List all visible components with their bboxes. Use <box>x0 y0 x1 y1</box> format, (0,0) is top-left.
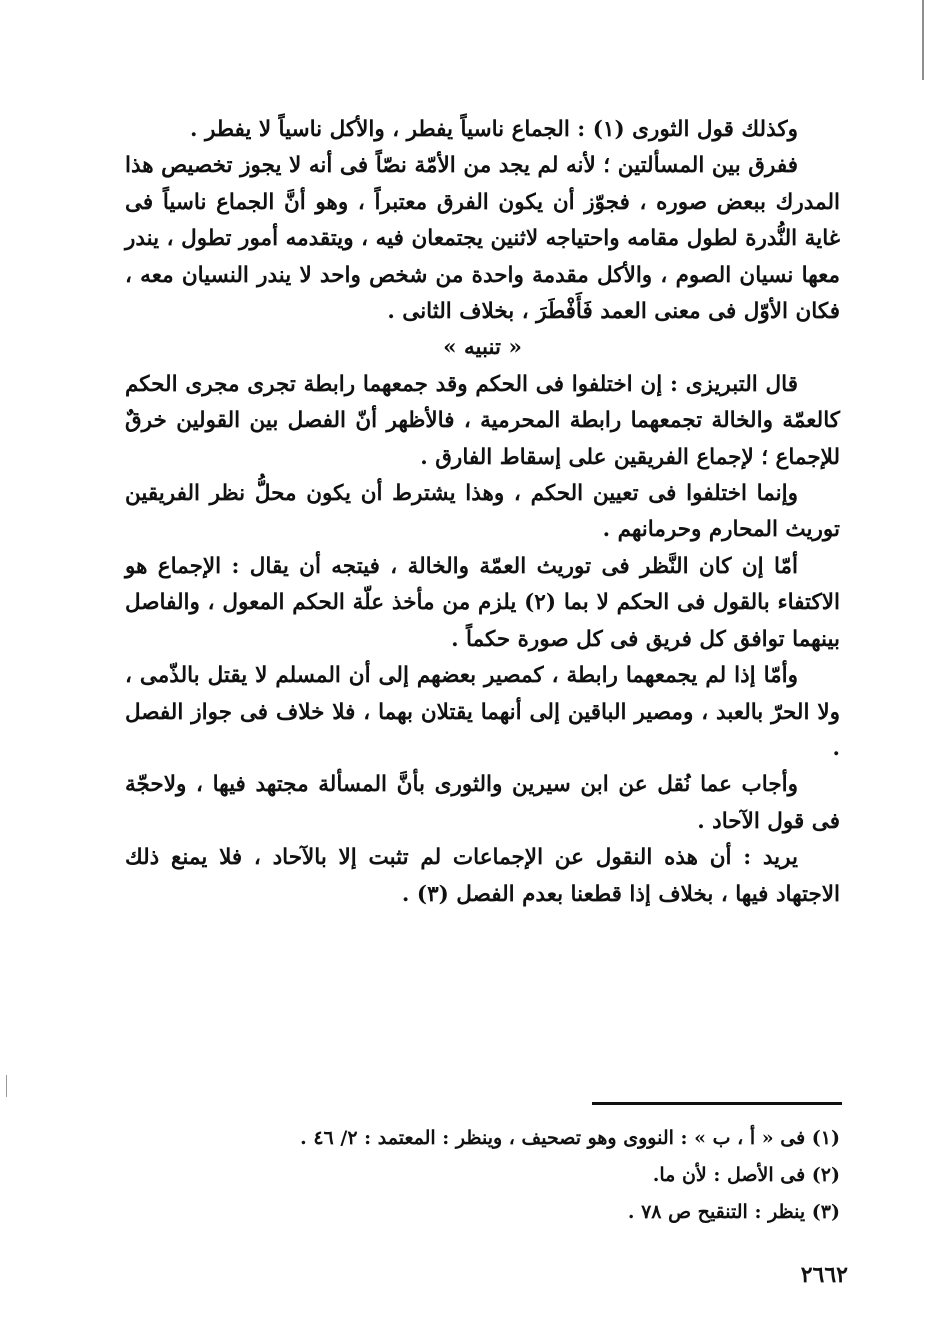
footnote-2: (٢) فى الأصل : لأن ما. <box>652 1164 840 1186</box>
paragraph-2: ففرق بين المسألتين ؛ لأنه لم يجد من الأمّة نصّاً فى أنه لا يجوز تخصيص هذا المدرك ببعض صوره ، فجوّز أن يكون الفرق معتبراً ، وهو أنَّ الجماع ناسياً فى غاية النُّدرة لطول مقامه واحتياجه لاثنين يجتمعان فيه ، ويتقدمه أمور تطول ، يندر معها نسيان الصوم ، والأكل مقدمة واحدة من شخص واحد لا يندر النسيان معه ، فكان الأوّل فى معنى العمد فَأَفْطَرَ ، بخلاف الثانى . <box>125 153 840 325</box>
paragraph-8: يريد : أن هذه النقول عن الإجماعات لم تثبت إلا بالآحاد ، فلا يمنع ذلك الاجتهاد فيها ، بخلاف إذا قطعنا بعدم الفصل (٣) . <box>125 845 840 907</box>
footnote-1: (١) فى « أ ، ب » : النووى وهو تصحيف ، وينظر : المعتمد : ٢/ ٤٦ . <box>300 1127 840 1149</box>
paragraph-6: وأمّا إذا لم يجمعهما رابطة ، كمصير بعضهم إلى أن المسلم لا يقتل بالذّمى ، ولا الحرّ بالعبد ، ومصير الباقين إلى أنهما يقتلان بهما ، فلا خلاف فى جواز الفصل . <box>125 663 840 761</box>
paragraph-5: أمّا إن كان النَّظر فى توريث العمّة والخالة ، فيتجه أن يقال : الإجماع هو الاكتفاء بالقول فى الحكم لا بما (٢) يلزم من مأخذ علّة الحكم المعول ، والفاصل بينهما توافق كل فريق فى كل صورة حكماً . <box>125 553 840 652</box>
footnote-3: (٣) ينظر : التنقيح ص ٧٨ . <box>627 1201 840 1223</box>
scan-edge-line <box>922 0 924 80</box>
paragraph-4: وإنما اختلفوا فى تعيين الحكم ، وهذا يشترط أن يكون محلُّ نظر الفريقين توريث المحارم وحرمانهم . <box>125 481 840 543</box>
paragraph-1: وكذلك قول الثورى (١) : الجماع ناسياً يفطر ، والأكل ناسياً لا يفطر . <box>190 117 798 142</box>
footnotes <box>150 1120 840 1231</box>
footnote-separator <box>592 1102 842 1105</box>
scan-mark <box>6 1075 7 1097</box>
paragraph-7: وأجاب عما نُقل عن ابن سيرين والثورى بأنَّ المسألة مجتهد فيها ، ولاحجّة فى قول الآحاد . <box>125 772 840 834</box>
main-text <box>125 112 840 913</box>
page-number: ٢٦٦٢ <box>800 1262 848 1288</box>
paragraph-3: قال التبريزى : إن اختلفوا فى الحكم وقد جمعهما رابطة تجرى مجرى الحكم كالعمّة والخالة تجمعهما رابطة المحرمية ، فالأظهر أنّ الفصل بين القولين خرقٌ للإجماع ؛ لإجماع الفريقين على إسقاط الفارق . <box>125 371 840 470</box>
section-heading: « تنبيه » <box>443 335 522 361</box>
